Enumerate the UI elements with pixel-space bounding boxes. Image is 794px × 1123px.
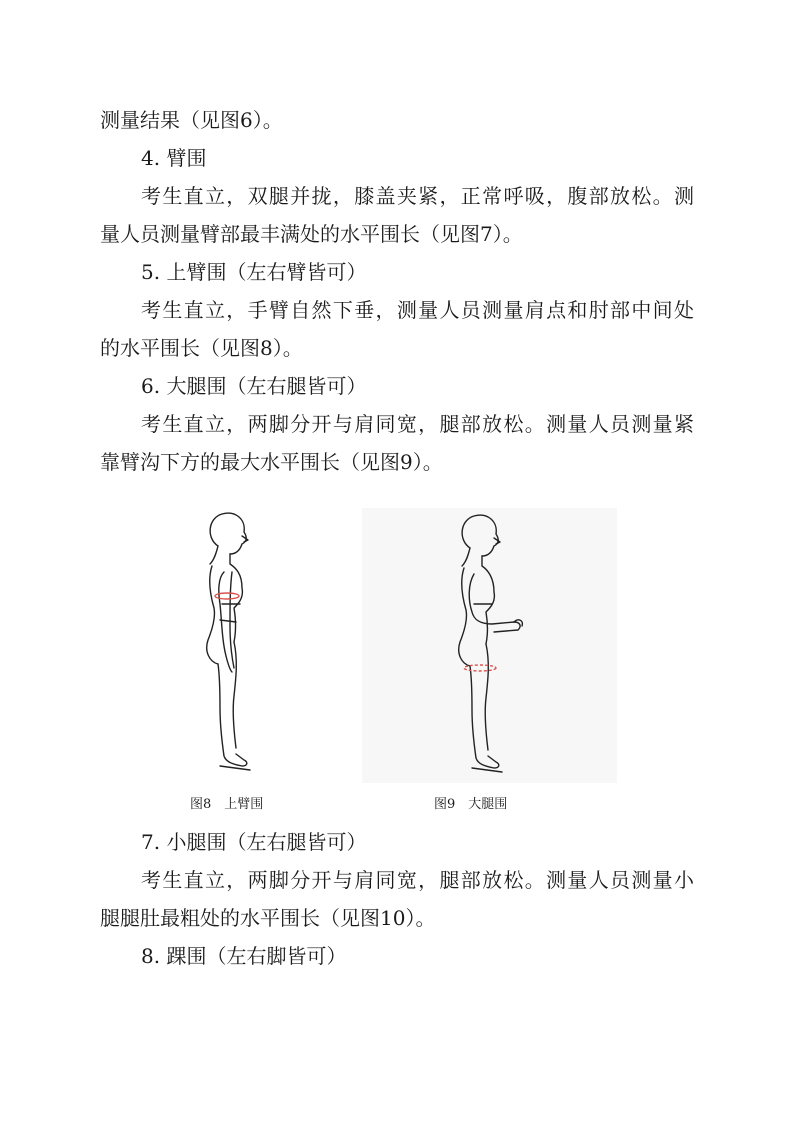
section-heading-arm-circumference: 4. 臂围 (141, 146, 207, 170)
section-heading-ankle-circumference: 8. 踝围（左右脚皆可） (141, 944, 347, 968)
figure-9-thigh-illustration (362, 508, 617, 783)
paragraph-line: 考生直立，两脚分开与肩同宽，腿部放松。测量人员测量小 (141, 868, 694, 892)
paragraph-line: 考生直立，双腿并拢，膝盖夹紧，正常呼吸，腹部放松。测 (141, 184, 694, 208)
paragraph-line: 腿腿肚最粗处的水平围长（见图10）。 (100, 906, 436, 930)
figure-8-caption: 图8 上臂围 (190, 797, 264, 812)
paragraph-line: 测量结果（见图6）。 (100, 108, 283, 132)
section-heading-thigh-circumference: 6. 大腿围（左右腿皆可） (141, 374, 367, 398)
standing-woman-side-view-icon (362, 508, 617, 783)
section-heading-upper-arm-circumference: 5. 上臂围（左右臂皆可） (141, 260, 367, 284)
standing-woman-side-view-icon (190, 508, 280, 783)
figure-9-caption: 图9 大腿围 (434, 797, 508, 812)
paragraph-line: 的水平围长（见图8）。 (100, 336, 303, 360)
section-heading-calf-circumference: 7. 小腿围（左右腿皆可） (141, 830, 367, 854)
paragraph-line: 考生直立，手臂自然下垂，测量人员测量肩点和肘部中间处 (141, 298, 694, 322)
figure-8-upper-arm-illustration (190, 508, 280, 783)
paragraph-line: 考生直立，两脚分开与肩同宽，腿部放松。测量人员测量紧 (141, 412, 694, 436)
paragraph-line: 靠臂沟下方的最大水平围长（见图9）。 (100, 450, 443, 474)
paragraph-line: 量人员测量臂部最丰满处的水平围长（见图7）。 (100, 222, 523, 246)
